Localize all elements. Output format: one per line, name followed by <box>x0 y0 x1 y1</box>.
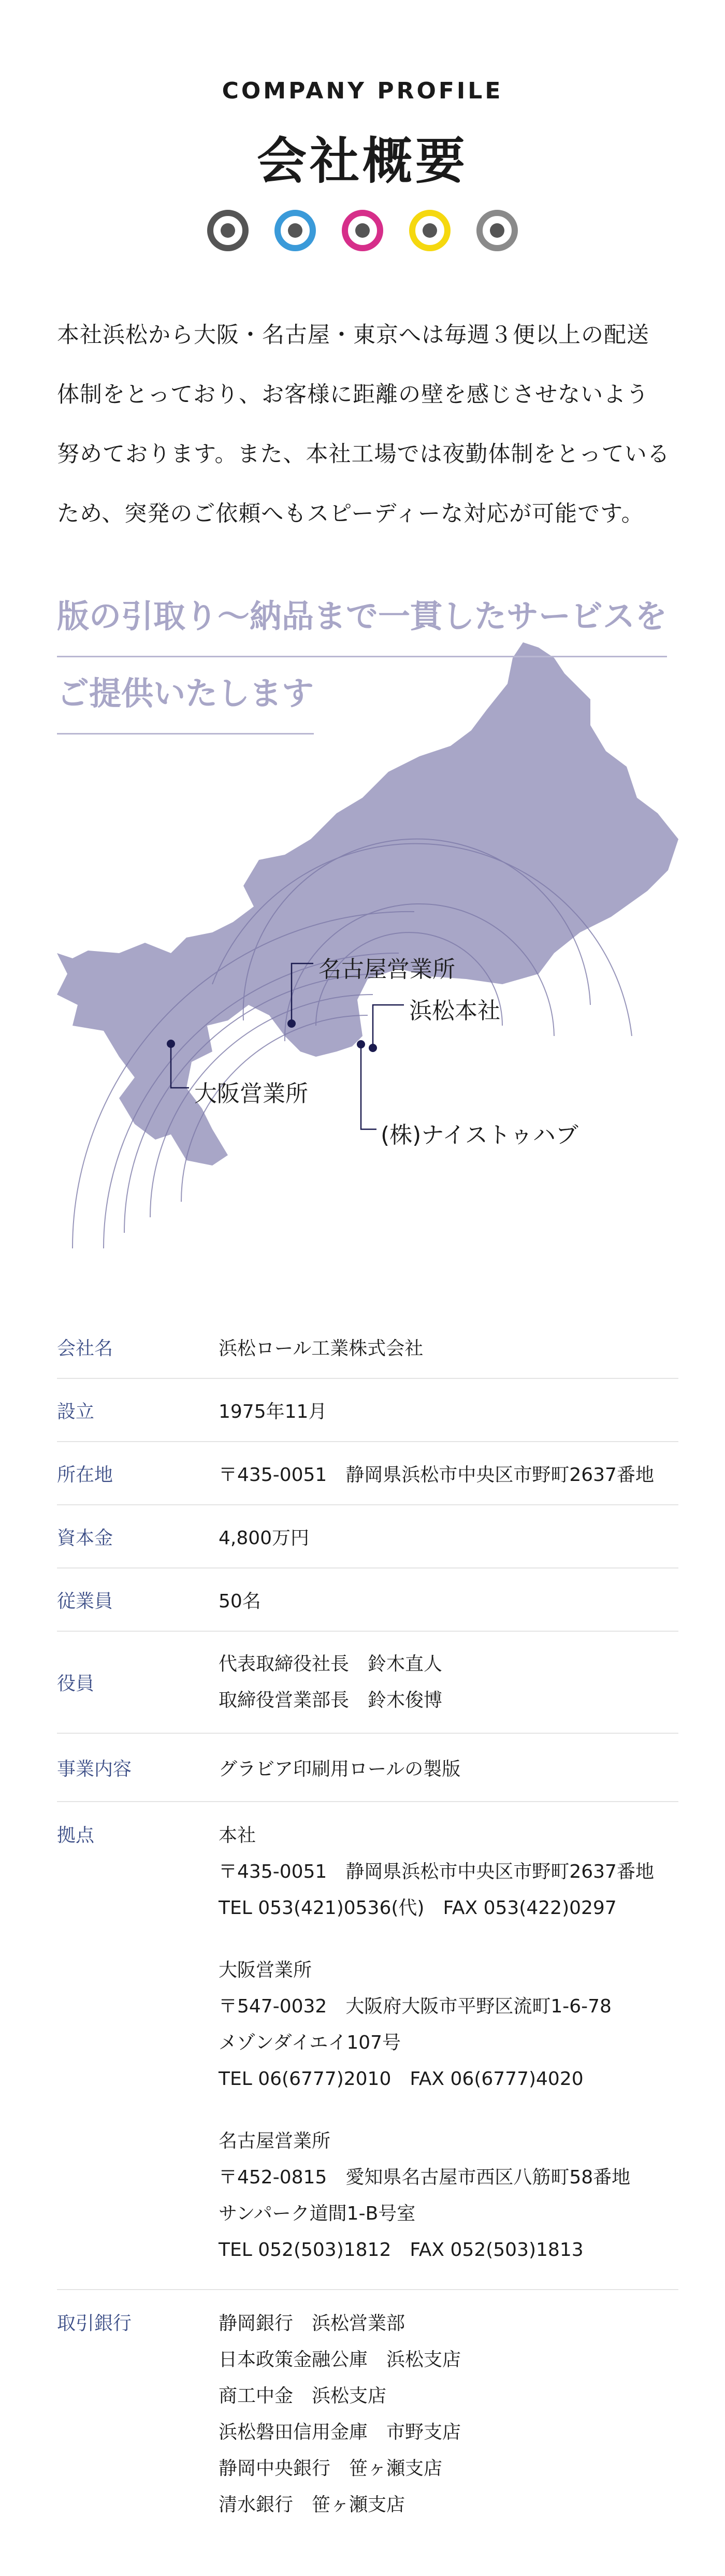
base-building: メゾンダイエイ107号 <box>219 2032 401 2053</box>
table-row <box>57 1316 678 1379</box>
catch-copy <box>57 580 678 735</box>
hamamatsu-label: 浜松本社 <box>409 998 500 1024</box>
bank-line: 日本政策金融公庫 浜松支店 <box>219 2349 461 2370</box>
table-row <box>57 1442 678 1505</box>
base-building: サンパーク道間1-B号室 <box>219 2203 416 2224</box>
row-value: 4,800万円 <box>219 1527 310 1549</box>
row-value <box>219 1632 678 1733</box>
intro-line: ため、突発のご依頼へもスピーディーな対応が可能です。 <box>57 501 644 527</box>
bank-line: 商工中金 浜松支店 <box>219 2385 387 2407</box>
row-value: 浜松ロール工業株式会社 <box>219 1337 424 1359</box>
osaka-label: 大阪営業所 <box>194 1081 308 1107</box>
base-phone: TEL 06(6777)2010 FAX 06(6777)4020 <box>219 2068 584 2090</box>
base-name: 本社 <box>219 1825 256 1846</box>
table-row <box>57 1734 678 1802</box>
base-phone: TEL 053(421)0536(代) FAX 053(422)0297 <box>219 1897 617 1919</box>
row-label: 事業内容 <box>57 1758 132 1780</box>
base-address: 〒435-0051 静岡県浜松市中央区市野町2637番地 <box>219 1861 654 1882</box>
intro-line: 本社浜松から大阪・名古屋・東京へは毎週３便以上の配送 <box>57 322 649 348</box>
table-row <box>57 1505 678 1568</box>
base-name: 大阪営業所 <box>219 1960 312 1981</box>
base-address: 〒547-0032 大阪府大阪市平野区流町1-6-78 <box>219 1996 612 2017</box>
row-value: 1975年11月 <box>219 1401 327 1422</box>
page-title: 会社概要 <box>257 132 468 190</box>
row-label: 取引銀行 <box>57 2313 132 2334</box>
row-label: 設立 <box>57 1401 95 1422</box>
officer-line: 代表取締役社長 鈴木直人 <box>219 1653 443 1675</box>
intro-line: 体制をとっており、お客様に距離の壁を感じさせないよう <box>57 382 649 408</box>
yellow-roll-icon <box>409 210 451 251</box>
row-value <box>219 1818 678 2268</box>
bank-line: 静岡中央銀行 笹ヶ瀬支店 <box>219 2458 443 2479</box>
officer-line: 取締役営業部長 鈴木俊博 <box>219 1690 443 1711</box>
row-value: グラビア印刷用ロールの製版 <box>219 1758 461 1780</box>
table-row <box>57 1568 678 1632</box>
intro-text <box>57 306 673 544</box>
row-label: 役員 <box>57 1673 95 1694</box>
base-address: 〒452-0815 愛知県名古屋市西区八筋町58番地 <box>219 2167 631 2188</box>
intro-line: 努めております。また、本社工場では夜勤体制をとっている <box>57 441 670 467</box>
catch-line-2: ご提供いたします <box>57 657 314 735</box>
bank-line: 静岡銀行 浜松営業部 <box>219 2313 405 2334</box>
ink-roll-icons <box>207 210 518 251</box>
gray-roll-icon <box>476 210 518 251</box>
table-row <box>57 1632 678 1734</box>
row-label: 資本金 <box>57 1527 113 1549</box>
base-phone: TEL 052(503)1812 FAX 052(503)1813 <box>219 2239 584 2261</box>
table-row <box>57 1802 678 2290</box>
base-name: 名古屋営業所 <box>219 2131 331 2152</box>
row-label: 会社名 <box>57 1337 113 1359</box>
magenta-roll-icon <box>342 210 383 251</box>
row-value: 50名 <box>219 1590 261 1612</box>
table-row <box>57 1379 678 1442</box>
nagoya-label: 名古屋営業所 <box>318 956 455 983</box>
row-label: 従業員 <box>57 1590 113 1612</box>
bank-line: 清水銀行 笹ヶ瀬支店 <box>219 2494 405 2515</box>
table-row <box>57 2290 678 2523</box>
nice-tohub-label: (株)ナイストゥハブ <box>381 1122 578 1148</box>
bank-line: 浜松磐田信用金庫 市野支店 <box>219 2422 461 2443</box>
cyan-roll-icon <box>274 210 316 251</box>
row-value <box>219 2306 678 2523</box>
row-value: 〒435-0051 静岡県浜松市中央区市野町2637番地 <box>219 1464 654 1486</box>
catch-line-1: 版の引取り～納品まで一貫したサービスを <box>57 580 667 657</box>
row-label: 所在地 <box>57 1464 113 1486</box>
row-label: 拠点 <box>57 1825 95 1846</box>
black-roll-icon <box>207 210 249 251</box>
company-profile-table <box>57 1316 678 2523</box>
section-en-title: COMPANY PROFILE <box>222 78 503 104</box>
